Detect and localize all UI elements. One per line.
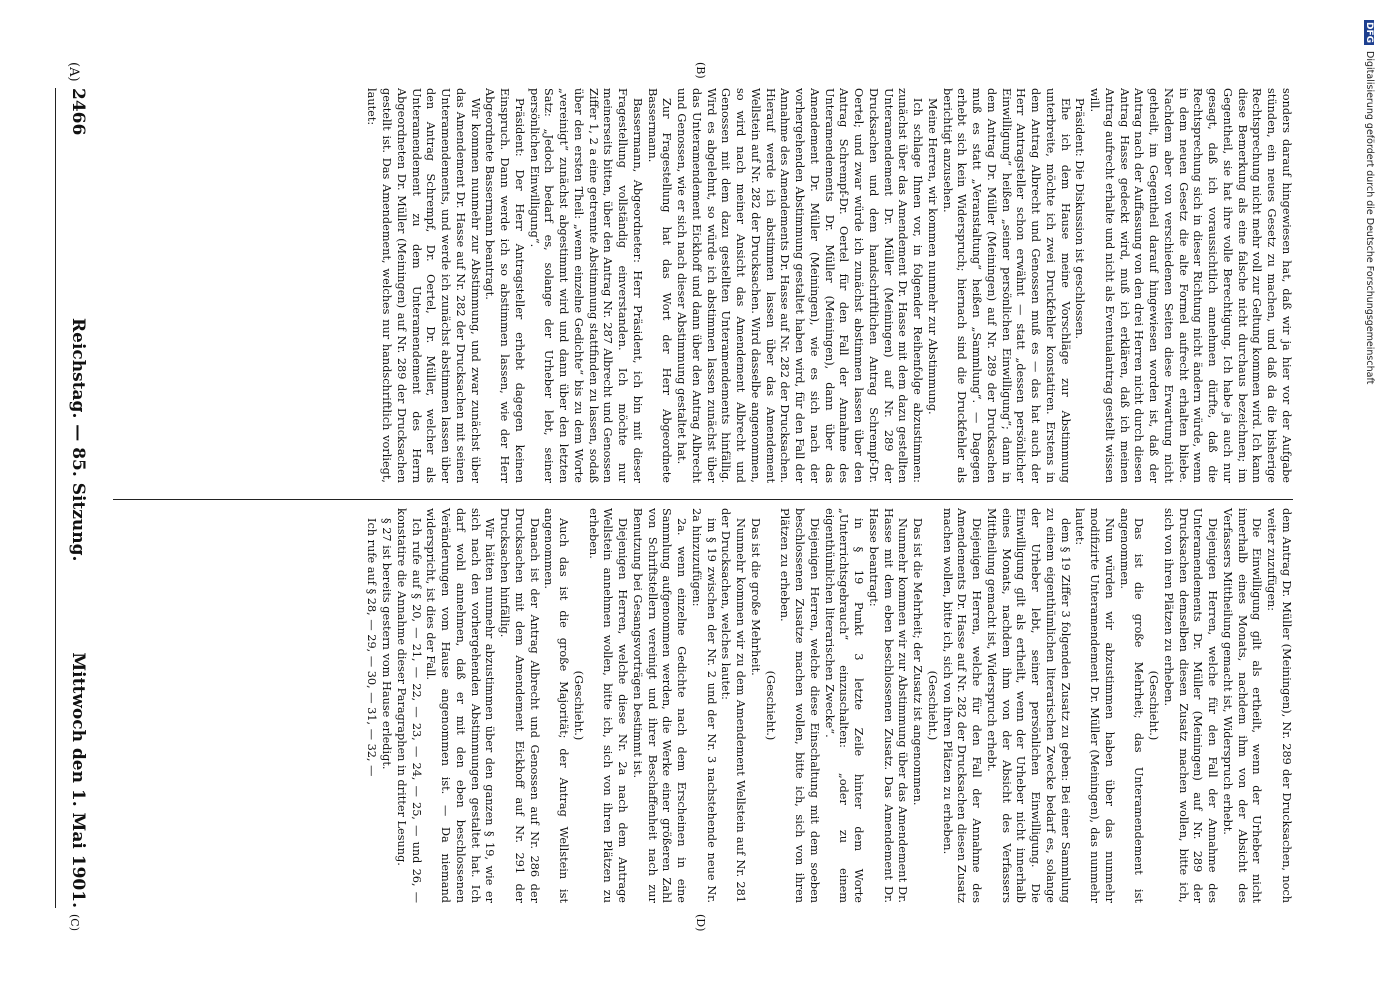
digitization-credit — [1359, 20, 1375, 1000]
stage-direction: (Geschieht.) — [926, 670, 939, 741]
paragraph: Wir kommen nunmehr zur Abstimmung, und zwar zunächst über das Amendement Dr. Hasse auf Nr. 282 der Drucksachen mit seinen Unteramendements, und werde ich zunächst abstimmen lassen über den Antrag Schrempf, Dr. Oertel, Dr. Müller, welcher als Unteramendement zu dem Unteramendement des Herrn Abgeordneten Dr. Müller (Meiningen) auf Nr. 289 der Drucksachen gestellt ist. Das Amendement, welches nur handschriftlich vorliegt, lautet: — [365, 88, 482, 483]
column-divider — [113, 499, 1293, 500]
paragraph: Nunmehr kommen wir zur Abstimmung über das Amendement Dr. Hasse mit dem eben beschlossenen Zusatz. Das Amendement Dr. Hasse beantragt: — [867, 508, 910, 903]
paragraph: Nunmehr kommen wir zu dem Amendement Wellstein auf Nr. 281 der Drucksachen, welches lautet: — [719, 508, 748, 903]
margin-marker-d: (D) — [694, 914, 707, 932]
page-header — [55, 88, 100, 908]
paragraph: Ich rufe auf § 28, — 29, — 30, — 31, — 32, — — [365, 518, 379, 777]
paragraph: Präsident: Der Herr Antragsteller erhebt dagegen keinen Einspruch. Dann werde ich so abstimmen lassen, wie der Herr Abgeordnete Bassermann beantragt. — [483, 88, 526, 483]
quoted-amendment: in § 19 Punkt 3 letzte Zeile hinter dem Worte „Unterrichtsgebrauch“ einzuschalten: „oder zu einem eigenthümlichen literarischen Zwecke“. — [822, 508, 866, 903]
digitization-credit-text: Digitalisierung gefördert durch die Deutsche Forschungsgemeinschaft — [1364, 51, 1375, 385]
stage-direction: (Geschieht.) — [572, 670, 585, 741]
quoted-amendment: Die Einwilligung gilt als ertheilt, wenn der Urheber nicht innerhalb eines Monats, nachdem ihm von der Absicht des Verfassers Mittheilung gemacht ist, Widerspruch erhebt. — [1221, 508, 1264, 903]
paragraph: dem Antrag Dr. Müller (Meiningen), Nr. 289 der Drucksachen, noch weiter zuzufügen: — [1265, 508, 1293, 903]
paragraph: Wir hätten nunmehr abzustimmen über den ganzen § 19, wie er sich nach den vorhergehenden Abstimmungen gestaltet hat. Ich darf wohl annehmen, daß er mit den eben beschlossenen Veränderungen vom Hause angenommen ist. — Da niemand widerspricht, ist dies der Fall. — [424, 508, 497, 903]
session-title: Reichstag. — 85. Sitzung. — [68, 318, 88, 562]
paragraph: Ehe ich dem Hause meine Vorschläge zur Abstimmung unterbreite, möchte ich zwei Druckfehler konstatiren. Erstens in dem Antrag Albrecht und Genossen muß es — das hat auch der Herr Antragsteller schon erwähnt — statt „dessen persönlicher Einwilligung“ heißen „seiner persönlichen Einwilligung“; dann in dem Antrag Dr. Müller (Meiningen) auf Nr. 289 der Drucksachen muß es statt „Veranstaltung“ heißen „Sammlung“. — Dagegen erhebt sich kein Widerspruch; hiernach sind die Druckfehler als berichtigt anzusehen. — [940, 88, 1072, 483]
paragraph: Das ist die große Mehrheit. — [749, 518, 762, 676]
paragraph: Danach ist der Antrag Albrecht und Genossen auf Nr. 286 der Drucksachen mit dem Amendement Eickhoff auf Nr. 291 der Drucksachen hinfällig. — [498, 508, 541, 903]
margin-marker-b: (B) — [694, 62, 707, 79]
left-column — [364, 88, 1293, 483]
paragraph: Bassermann, Abgeordneter: Herr Präsident, ich bin mit dieser Fragestellung vollständig einverstanden. Ich möchte nur meinerseits bitten, über den Antrag Nr. 287 Albrecht und Genossen Ziffer 1, 2 a eine getrennte Abstimmung stattfinden zu lassen, sodaß über den ersten Theil: „wenn einzelne Gedichte“ bis zu dem Worte „vereinigt“ zunächst abgestimmt wird und dann über den letzten Satz: „Jedoch bedarf es, solange der Urheber lebt, seiner persönlichen Einwilligung“. — [527, 88, 644, 483]
paragraph: Ich rufe auf § 20, — 21, — 22, — 23, — 24, — 25, — und 26, — konstatire die Annahme dieser Paragraphen in dritter Lesung. — [395, 508, 423, 903]
paragraph: § 27 ist bereits gestern vom Hause erledigt. — [380, 518, 394, 770]
stage-direction: (Geschieht.) — [763, 670, 777, 741]
paragraph: Meine Herren, wir kommen nunmehr zur Abstimmung. — [926, 98, 939, 415]
paragraph: Das ist die große Mehrheit; das Unteramendement ist angenommen. — [1117, 508, 1146, 903]
paragraph: Das ist die Mehrheit; der Zusatz ist angenommen. — [911, 518, 925, 806]
right-column — [364, 508, 1293, 903]
paragraph: Diejenigen Herren, welche für den Fall der Annahme des Amendements Dr. Hasse auf Nr. 282 der Drucksachen diesen Zusatz machen wollen, bitte ich, sich von ihren Plätzen zu erheben. — [940, 508, 984, 903]
page-number: 2466 — [68, 88, 88, 136]
paragraph: Diejenigen Herren, welche für den Fall der Annahme des Unteramendements Dr. Müller (Meiningen) auf Nr. 289 der Drucksachen demselben diesen Zusatz machen wollen, bitte ich, sich von ihren Plätzen zu erheben. — [1162, 508, 1220, 903]
stage-direction: (Geschieht.) — [1147, 670, 1161, 741]
margin-marker-c: (C) — [68, 914, 81, 931]
paragraph: sonders darauf hingewiesen hat, daß wir ja hier vor der Aufgabe stünden, ein neues Gesetz zu machen, und daß da die bisherige Rechtsprechung nicht mehr voll zur Geltung kommen wird. Ich kann diese Bemerkung als eine falsche nicht durchaus bezeichnen; im Gegentheil, sie hat ihre volle Berechtigung. Ich habe ja auch nur gesagt, daß ich voraussichtlich annehmen dürfte, daß die Rechtsprechung sich in dieser Richtung nicht ändern würde, wenn in dem neuen Gesetz die alte Formel aufrecht erhalten bliebe. Nachdem aber von verschiedenen Seiten diese Erwartung nicht getheilt, im Gegentheil darauf hingewiesen worden ist, daß der Antrag nach der Auffassung von den drei Herren nicht durch diesen Antrag Hasse gedeckt wird, muß ich erklären, daß ich meinen Antrag aufrecht erhalte und nicht als Eventualantrag gestellt wissen will. — [1088, 88, 1293, 483]
quoted-amendment: 2a. wenn einzelne Gedichte nach dem Erscheinen in eine Sammlung aufgenommen werden, die Werke einer größeren Zahl von Schriftstellern vereinigt und ihrer Beschaffenheit nach zur Benutzung bei Gesangsvorträgen bestimmt ist. — [631, 508, 689, 903]
paragraph: Nun würden wir abzustimmen haben über das nunmehr modifizirte Unteramendement Dr. Müller (Meiningen), das nunmehr lautet: — [1073, 508, 1116, 903]
dfg-logo: DFG — [1364, 22, 1374, 44]
paragraph: Diejenigen Herren, welche diese Einschaltung mit dem soeben beschlossenen Zusatze machen wollen, bitte ich, sich von ihren Plätzen zu erheben. — [778, 508, 821, 903]
paragraph: Zur Fragestellung hat das Wort der Herr Abgeordnete Bassermann. — [645, 88, 674, 483]
quoted-amendment: dem § 19 Ziffer 3 folgenden Zusatz zu geben: Bei einer Sammlung zu einem eigenthümlichen literarischen Zwecke bedarf es, solange der Urheber lebt, seiner persönlichen Einwilligung. Die Einwilligung gilt als ertheilt, wenn der Urheber nicht innerhalb eines Monats, nachdem ihm von der Absicht des Verfassers Mittheilung gemacht ist, Widerspruch erhebt. — [985, 508, 1072, 903]
paragraph: Ich schlage Ihnen vor, in folgender Reihenfolge abzustimmen: zunächst über das Amendement Dr. Hasse mit dem dazu gestellten Unteramendement Dr. Müller (Meiningen) auf Nr. 289 der Drucksachen und dem handschriftlichen Antrag Schrempf-Dr. Oertel; und zwar würde ich zunächst abstimmen lassen über den Antrag Schrempf-Dr. Oertel für den Fall der Annahme des Unteramendements Dr. Müller (Meiningen), dann über das Amendement Dr. Müller (Meiningen), wie es sich nach der vorhergehenden Abstimmung gestaltet haben wird, für den Fall der Annahme des Amendements Dr. Hasse auf Nr. 282 der Drucksachen. Hierauf werde ich abstimmen lassen über das Amendement Wellstein auf Nr. 282 der Drucksachen. Wird dasselbe angenommen, so wird nach meiner Ansicht das Amendement Albrecht und Genossen mit dem dazu gestellten Unteramendements hinfällig. Wird es abgelehnt, so würde ich abstimmen lassen zunächst über das Unteramendement Eickhoff und dann über den Antrag Albrecht und Genossen, wie er sich nach dieser Abstimmung gestaltet hat. — [675, 88, 925, 483]
paragraph: Auch das ist die große Majorität; der Antrag Wellstein ist angenommen. — [542, 508, 571, 903]
paragraph: Diejenigen Herren, welche diese Nr. 2a nach dem Antrage Wellstein annehmen wollen, bitte ich, sich von ihren Plätzen zu erheben. — [586, 508, 630, 903]
session-date: Mittwoch den 1. Mai 1901. — [68, 652, 88, 908]
quoted-amendment: im § 19 zwischen der Nr. 2 und der Nr. 3 nachstehende neue Nr. 2a hinzuzufügen: — [690, 508, 718, 903]
paragraph: Präsident: Die Diskussion ist geschlossen. — [1073, 98, 1087, 340]
margin-marker-a: (A) — [66, 62, 81, 82]
